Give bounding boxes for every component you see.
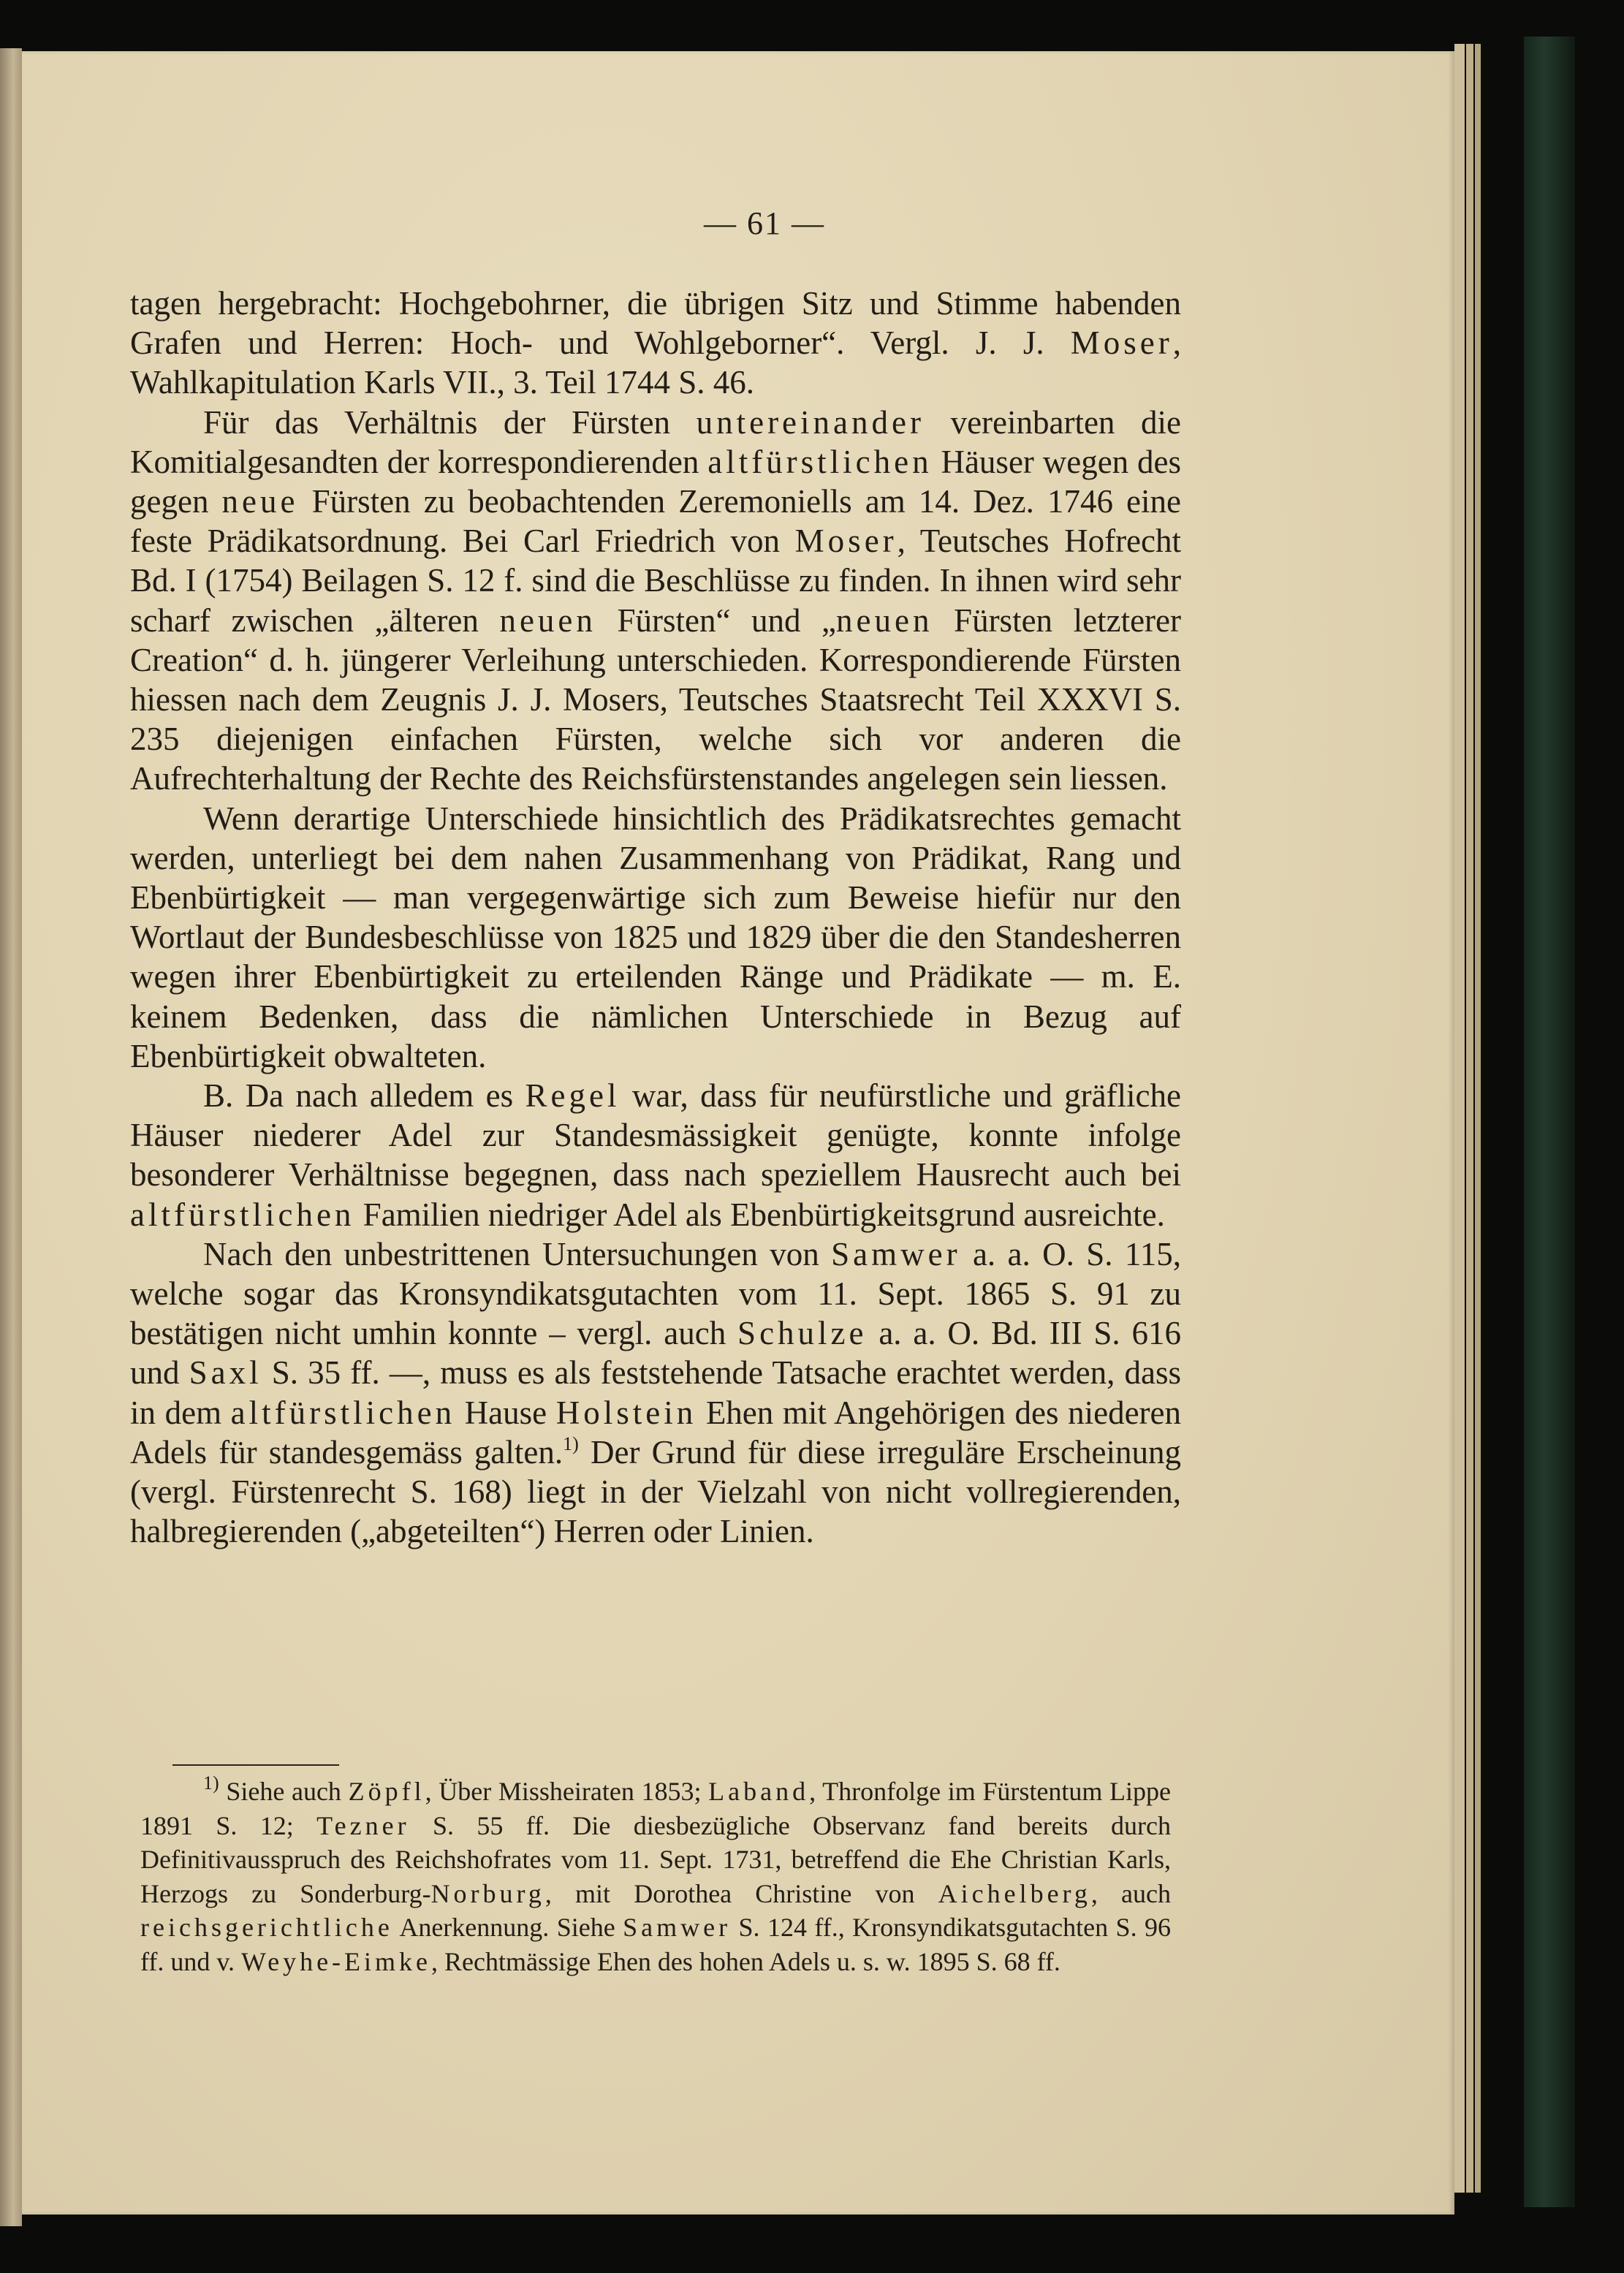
text-run: , mit Dorothea Christine von (545, 1878, 938, 1908)
text-run: Fürsten letzterer Creation“ d. h. jüngerer Verleihung unterschieden. Korrespondierende Fürsten hiessen nach dem Zeugnis J. J. Mosers, Teutsches Staatsrecht Teil XXXVI S. 235 diejenigen einfachen Fürsten, welche sich vor anderen die Aufrechterhaltung der Rechte des Reichsfürstenstandes angelegen sein liessen. (130, 602, 1181, 797)
text-run: Hause (455, 1394, 556, 1431)
spaced-text: Samwer (623, 1913, 732, 1942)
text-run: S. 35 ff. —, muss es als feststehende Tatsache erachtet werden, dass in dem (130, 1354, 1182, 1431)
text-run: , Über Missheiraten 1853; (425, 1777, 709, 1806)
text-run: a. a. O. S. 115, welche sogar das Kronsyndikatsgutachten vom 11. Sept. 1865 S. 91 zu bestätigen nicht umhin konnte – vergl. auch (130, 1235, 1181, 1352)
text-run: a. a. O. Bd. III S. 616 und (130, 1315, 1181, 1392)
spaced-text: untereinander (696, 403, 925, 441)
spaced-text: Laband (708, 1777, 810, 1806)
paragraph (130, 403, 1181, 799)
spaced-text: altfürstlichen (707, 443, 933, 480)
paragraph (130, 284, 1181, 403)
text-run: , Rechtmässige Ehen des hohen Adels u. s. w. 1895 S. 68 ff. (431, 1946, 1060, 1976)
spaced-text: Saxl (189, 1354, 262, 1392)
spaced-text: Tezner (316, 1810, 410, 1840)
page-stack-edge (1466, 44, 1473, 2193)
footnote-marker: 1) (563, 1433, 579, 1454)
spaced-text: Holstein (555, 1394, 697, 1431)
text-run: , Thronfolge im Fürstentum Lippe 1891 S. 12; (140, 1777, 1171, 1840)
spaced-text: Moser (1070, 325, 1173, 362)
spaced-text: Weyhe-Eimke (241, 1946, 432, 1976)
text-run: Nach den unbestrittenen Untersuchungen von (203, 1235, 832, 1272)
main-text (130, 284, 1181, 1552)
spaced-text: Regel (525, 1077, 621, 1115)
spaced-text: Moser (794, 523, 898, 560)
paragraph (130, 799, 1181, 1076)
text-run: Familien niedriger Adel als Ebenbürtigkeitsgrund ausreichte. (354, 1196, 1165, 1233)
text-run: S. 124 ff., Kronsyndikatsgutachten S. 96 ff. und v. (140, 1913, 1172, 1976)
footnote (140, 1772, 1172, 1978)
spaced-text: neuen (836, 602, 933, 639)
text-run: , auch (1090, 1878, 1171, 1908)
spaced-text: Samwer (831, 1235, 961, 1272)
text-run: war, dass für neufürstliche und gräfliche Häuser niederer Adel zur Standesmässigkeit genügte, konnte infolge besonderer Verhältnisse begegnen, dass nach speziellem Hausrecht auch bei (130, 1077, 1181, 1194)
spaced-text: Zöpfl (348, 1777, 425, 1806)
footnote-marker: 1) (203, 1772, 219, 1794)
footnotes (140, 1772, 1172, 1978)
book-cover-edge (1524, 37, 1575, 2207)
text-run: Häuser wegen des gegen (130, 443, 1181, 520)
text-run: Anerkennung. Siehe (392, 1913, 623, 1942)
text-run: , Wahlkapitulation Karls VII., 3. Teil 1744 S. 46. (130, 325, 1181, 401)
text-run: , Teutsches Hofrecht Bd. I (1754) Beilagen S. 12 f. sind die Beschlüsse zu finden. In ihnen wird sehr scharf zwischen „älteren (130, 523, 1181, 639)
text-run: Fürsten“ und „ (596, 602, 837, 639)
spaced-text: altfürstlichen (130, 1196, 355, 1233)
page-stack-edge (1454, 44, 1465, 2193)
footnote-rule (172, 1764, 339, 1766)
text-run: Fürsten zu beobachtenden Zeremoniells am 14. Dez. 1746 eine feste Prädikatsordnung. Bei Carl Friedrich von (130, 483, 1181, 560)
spaced-text: neue (221, 483, 299, 520)
text-run: B. Da nach alledem es (203, 1077, 525, 1115)
spaced-text: Norburg (430, 1878, 545, 1908)
text-run: Der Grund für diese irreguläre Erscheinung (vergl. Fürstenrecht S. 168) liegt in der Vielzahl von nicht vollregierenden, halbregierenden („abgeteilten“) Herren oder Linien. (130, 1433, 1182, 1550)
text-run: S. 55 ff. Die diesbezügliche Observanz fand bereits durch Definitivausspruch des Reichshofrates vom 11. Sept. 1731, betreffend die Ehe Christian Karls, Herzogs zu Sonderburg- (140, 1810, 1171, 1908)
spaced-text: Schulze (737, 1315, 868, 1352)
text-run: Wenn derartige Unterschiede hinsichtlich des Prädikatsrechtes gemacht werden, unterliegt bei dem nahen Zusammenhang von Prädikat, Rang und Ebenbürtigkeit — man vergegenwärtige sich zum Beweise hiefür nur den Wortlaut der Bundesbeschlüsse von 1825 und 1829 über die den Standesherren wegen ihrer Ebenbürtigkeit zu erteilenden Ränge und Prädikate — m. E. keinem Bedenken, dass die nämlichen Unterschiede in Bezug auf Ebenbürtigkeit obwalteten. (130, 800, 1181, 1074)
page-number: — 61 — (704, 205, 825, 241)
spaced-text: reichsgerichtliche (140, 1913, 393, 1942)
text-run: tagen hergebracht: Hochgebohrner, die übrigen Sitz und Stimme habenden Grafen und Herren: Hoch- und Wohlgeborner“. Vergl. J. J. (130, 285, 1181, 362)
previous-page-edge (0, 48, 22, 2226)
text-run: Siehe auch (219, 1777, 349, 1806)
text-run: Ehen mit Angehörigen des niederen Adels für standesgemäss galten. (130, 1394, 1181, 1471)
spaced-text: Aichelberg (938, 1878, 1091, 1908)
paragraph (130, 1076, 1181, 1234)
spaced-text: altfürstlichen (230, 1394, 456, 1431)
spaced-text: neuen (499, 602, 596, 639)
text-run: Für das Verhältnis der Fürsten (203, 403, 697, 441)
paragraph (130, 1234, 1181, 1552)
text-run: vereinbarten die Komitialgesandten der korrespondierenden (130, 403, 1182, 480)
page-stack-edge (1475, 44, 1481, 2193)
